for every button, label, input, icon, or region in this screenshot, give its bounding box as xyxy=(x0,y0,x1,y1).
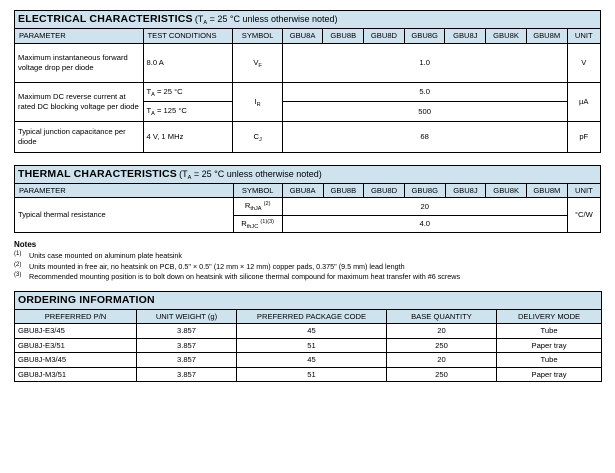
ordering-col-package-code: PREFERRED PACKAGE CODE xyxy=(237,309,387,323)
thermal-col-gbu8b: GBU8B xyxy=(323,183,364,197)
ordering-col-delivery-mode: DELIVERY MODE xyxy=(497,309,602,323)
ordering-row0-quantity: 20 xyxy=(387,324,497,338)
note-marker: (2) xyxy=(14,261,22,268)
thermal-symbol-rthjc: $R_{thJC}$ $^{(1)(3)}$ xyxy=(233,215,282,233)
electrical-col-unit: UNIT xyxy=(567,29,600,43)
ordering-row2-pn: GBU8J-M3/45 xyxy=(15,353,137,367)
electrical-row1-value-b: 500 xyxy=(282,102,567,122)
electrical-col-gbu8k: GBU8K xyxy=(486,29,527,43)
ordering-title-row xyxy=(15,291,602,309)
electrical-col-parameter: PARAMETER xyxy=(15,29,144,43)
electrical-row1-value-a: 5.0 xyxy=(282,82,567,102)
ordering-row1-delivery: Paper tray xyxy=(497,338,602,352)
ordering-col-pn: PREFERRED P/N xyxy=(15,309,137,323)
ordering-row3-delivery: Paper tray xyxy=(497,367,602,381)
electrical-row2-parameter: Typical junction capacitance per diode xyxy=(15,121,144,152)
ordering-row1-weight: 3.857 xyxy=(137,338,237,352)
note-marker: (1) xyxy=(14,251,22,258)
electrical-characteristics-table xyxy=(14,10,601,153)
thermal-parameter: Typical thermal resistance xyxy=(15,198,234,233)
note-text: Units case mounted on aluminum plate heatsink xyxy=(29,251,183,261)
table-row xyxy=(15,198,601,216)
thermal-title-cell xyxy=(15,165,601,183)
table-row xyxy=(15,121,601,152)
thermal-col-gbu8k: GBU8K xyxy=(486,183,527,197)
ordering-row1-package: 51 xyxy=(237,338,387,352)
note-item xyxy=(14,262,601,272)
ordering-row3-weight: 3.857 xyxy=(137,367,237,381)
ordering-row3-quantity: 250 xyxy=(387,367,497,381)
thermal-col-unit: UNIT xyxy=(567,183,600,197)
electrical-col-gbu8a: GBU8A xyxy=(282,29,323,43)
electrical-title-cell xyxy=(15,11,601,29)
electrical-row0-symbol: $V_F$ xyxy=(233,43,282,82)
section-spacer xyxy=(14,283,601,291)
thermal-title-row xyxy=(15,165,601,183)
electrical-title-note-pre: (T xyxy=(194,14,204,24)
electrical-title: ELECTRICAL CHARACTERISTICS xyxy=(18,13,193,25)
electrical-col-gbu8j: GBU8J xyxy=(445,29,486,43)
electrical-row1-symbol: $I_R$ xyxy=(233,82,282,121)
electrical-col-symbol: SYMBOL xyxy=(233,29,282,43)
electrical-title-note-post: = 25 °C unless otherwise noted) xyxy=(207,14,338,24)
electrical-row0-unit: V xyxy=(567,43,600,82)
electrical-col-gbu8b: GBU8B xyxy=(323,29,364,43)
notes-title: Notes xyxy=(14,240,37,250)
ordering-col-base-quantity: BASE QUANTITY xyxy=(387,309,497,323)
note-marker: (3) xyxy=(14,272,22,279)
notes-section xyxy=(14,240,601,282)
electrical-row1-parameter: Maximum DC reverse current at rated DC blocking voltage per diode xyxy=(15,82,144,121)
electrical-row1-conditions-a: $T_A = 25$ °C xyxy=(143,82,233,102)
electrical-row1-unit: µA xyxy=(567,82,600,121)
ordering-row1-quantity: 250 xyxy=(387,338,497,352)
ordering-row0-package: 45 xyxy=(237,324,387,338)
table-row xyxy=(15,367,602,381)
ordering-row3-package: 51 xyxy=(237,367,387,381)
ordering-title-cell xyxy=(15,291,602,309)
thermal-title: THERMAL CHARACTERISTICS xyxy=(18,167,177,180)
electrical-row0-value: 1.0 xyxy=(282,43,567,82)
thermal-col-parameter: PARAMETER xyxy=(15,183,234,197)
electrical-row0-conditions: 8.0 A xyxy=(143,43,233,82)
thermal-symbol-rthja: $R_{thJA}$ $^{(2)}$ xyxy=(233,198,282,216)
note-text: Units mounted in free air, no heatsink on PCB, 0.5" × 0.5" (12 mm × 12 mm) copper pads, 0.375" (9.5 mm) lead length xyxy=(29,261,405,271)
ordering-row2-quantity: 20 xyxy=(387,353,497,367)
electrical-row2-conditions: 4 V, 1 MHz xyxy=(143,121,233,152)
table-row xyxy=(15,353,602,367)
thermal-col-symbol: SYMBOL xyxy=(233,183,282,197)
ordering-row0-pn: GBU8J-E3/45 xyxy=(15,324,137,338)
electrical-col-test-conditions: TEST CONDITIONS xyxy=(143,29,233,43)
thermal-header-row xyxy=(15,183,601,197)
note-item xyxy=(14,251,601,261)
section-spacer xyxy=(14,153,601,165)
thermal-characteristics-table xyxy=(14,165,601,234)
thermal-title-note-post: = 25 °C unless otherwise noted) xyxy=(191,168,322,179)
ordering-row1-pn: GBU8J-E3/51 xyxy=(15,338,137,352)
ordering-row3-pn: GBU8J-M3/51 xyxy=(15,367,137,381)
electrical-title-note-sub: A xyxy=(203,20,208,26)
table-row xyxy=(15,338,602,352)
table-row xyxy=(15,324,602,338)
thermal-col-gbu8m: GBU8M xyxy=(527,183,568,197)
electrical-row2-unit: pF xyxy=(567,121,600,152)
thermal-col-gbu8a: GBU8A xyxy=(282,183,323,197)
note-text: Recommended mounting position is to bolt down on heatsink with silicone thermal compound for maximum heat transfer with #6 screws xyxy=(29,272,461,282)
electrical-col-gbu8d: GBU8D xyxy=(364,29,405,43)
ordering-row0-delivery: Tube xyxy=(497,324,602,338)
thermal-unit: °C/W xyxy=(567,198,600,233)
ordering-title: ORDERING INFORMATION xyxy=(18,293,155,306)
ordering-header-row xyxy=(15,309,602,323)
electrical-header-row xyxy=(15,29,601,43)
note-item xyxy=(14,272,601,282)
ordering-row2-package: 45 xyxy=(237,353,387,367)
table-row xyxy=(15,43,601,82)
thermal-value-rthjc: 4.0 xyxy=(282,215,567,233)
thermal-col-gbu8g: GBU8G xyxy=(404,183,445,197)
thermal-value-rthja: 20 xyxy=(282,198,567,216)
thermal-col-gbu8j: GBU8J xyxy=(445,183,486,197)
ordering-row2-delivery: Tube xyxy=(497,353,602,367)
electrical-col-gbu8m: GBU8M xyxy=(526,29,567,43)
ordering-col-unit-weight: UNIT WEIGHT (g) xyxy=(137,309,237,323)
ordering-information-table xyxy=(14,291,602,383)
electrical-row0-parameter: Maximum instantaneous forward voltage drop per diode xyxy=(15,43,144,82)
electrical-row2-value: 68 xyxy=(282,121,567,152)
thermal-col-gbu8d: GBU8D xyxy=(364,183,405,197)
electrical-title-row xyxy=(15,11,601,29)
electrical-row2-symbol: $C_J$ xyxy=(233,121,282,152)
thermal-title-note-sub: A xyxy=(187,174,192,181)
ordering-row0-weight: 3.857 xyxy=(137,324,237,338)
table-row xyxy=(15,82,601,102)
thermal-title-note-pre: (T xyxy=(179,168,188,179)
ordering-row2-weight: 3.857 xyxy=(137,353,237,367)
electrical-row1-conditions-b: $T_A = 125$ °C xyxy=(143,102,233,122)
electrical-col-gbu8g: GBU8G xyxy=(404,29,445,43)
